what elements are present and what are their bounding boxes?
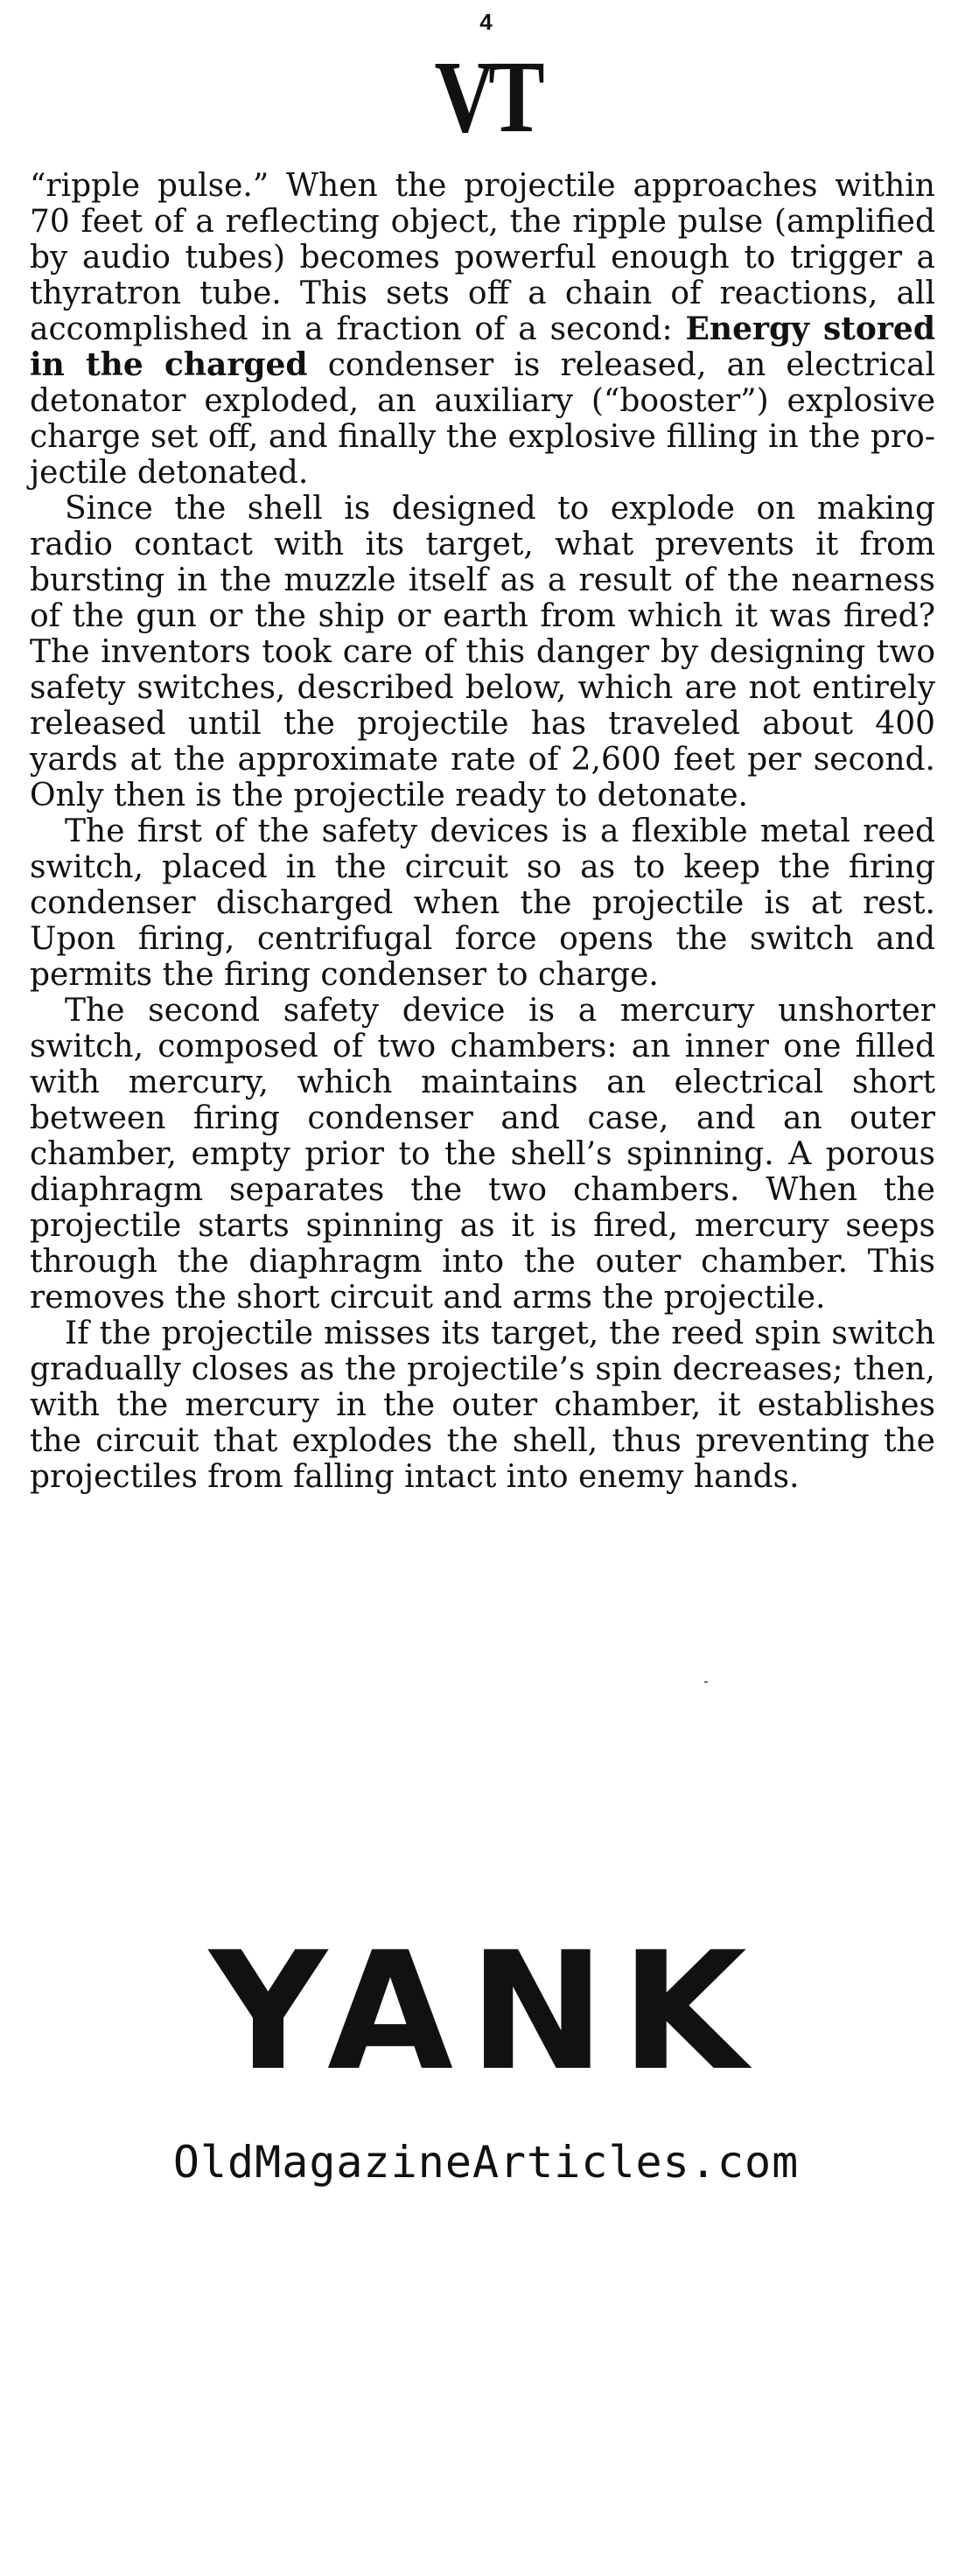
magazine-masthead: YANK [209,1916,763,2106]
print-speck [704,1681,708,1683]
paragraph-text: The first of the safety devices is a flexible metal reed switch, placed in the circuit so as to keep the firing condenser discharged when the projectile is at rest. Upon firing, centrifugal force opens the switch and permits the firing condenser to charge. [30,813,935,993]
paragraph-text: condenser is released, an electrical detonator exploded, an auxiliary (“booster”) explosive charge set off, and finally the explosive filling in the projectile detonated. [30,347,935,491]
article-paragraph [30,1316,935,1495]
paragraph-text: Since the shell is designed to explode on making radio contact with its target, what prevents it from bursting in the muzzle itself as a result of the nearness of the gun or the ship or earth from which it was fired? The inventors took care of this danger by designing two safety switches, described below, which are not entirely released until the projectile has traveled about 400 yards at the approximate rate of 2,600 feet per second. Only then is the projectile ready to detonate. [30,491,935,813]
article-paragraph [30,491,935,813]
paragraph-text: The second safety device is a mercury unshorter switch, composed of two chambers: an inner one filled with mercury, which maintains an electrical short between firing condenser and case, and an outer chamber, empty prior to the shell’s spinning. A porous diaphragm separates the two chambers. When the projectile starts spinning as it is fired, mercury seeps through the diaphragm into the outer chamber. This removes the short circuit and arms the projectile. [30,993,935,1316]
page-number: 4 [479,9,493,35]
article-paragraph [30,813,935,993]
site-credit: OldMagazineArticles.com [172,2137,800,2188]
paragraph-text: If the projectile misses its target, the reed spin switch gradually closes as the projectile’s spin decreases; then, with the mercury in the outer chamber, it establishes the circuit that explodes the shell, thus preventing the projectiles from falling intact into enemy hands. [30,1316,935,1495]
paragraph-text: “ripple pulse.” When the projectile approaches within 70 feet of a reflecting object, the ripple pulse (amplified by audio tubes) becomes powerful enough to trigger a thyratron tube. This sets off a chain of reactions, all accomplished in a fraction of a second: [30,168,935,347]
article-body [30,168,935,1495]
paragraph-bold-text: Energy stored in the charged [30,311,935,383]
article-paragraph [30,168,935,491]
article-paragraph [30,993,935,1316]
headline: VT [434,39,538,154]
